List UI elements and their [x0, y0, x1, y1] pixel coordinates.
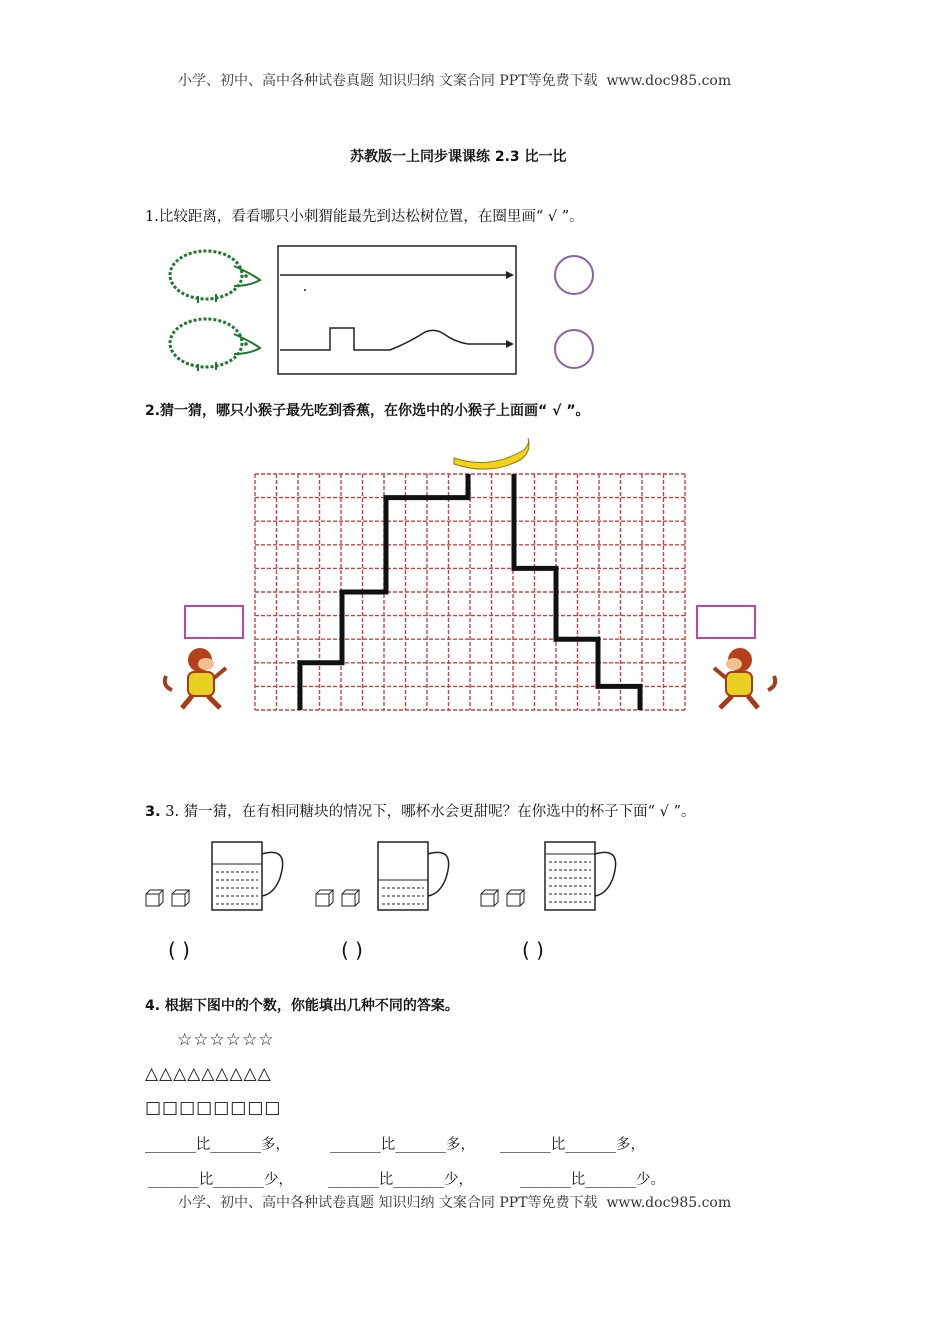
question-3-body: 3. 猜一猜，在有相同糖块的情况下，哪杯水会更甜呢？在你选中的杯子下面“ √ ”。 — [165, 804, 696, 820]
answer-circle-2[interactable] — [554, 329, 594, 369]
sugar-cube-icon — [172, 890, 189, 906]
question-4-text: 4. 根据下图中的个数，你能填出几种不同的答案。 — [145, 998, 459, 1014]
triangles-row: △△△△△△△△△ — [145, 1064, 272, 1084]
water-cup — [378, 842, 428, 910]
answer-box-left[interactable] — [185, 606, 243, 638]
arrow-right-icon — [506, 340, 514, 348]
footer-site: www.doc985.com — [606, 1195, 732, 1211]
answer-box-right[interactable] — [697, 606, 755, 638]
header-site: www.doc985.com — [606, 73, 732, 89]
question-2-figure — [150, 430, 790, 720]
question-3-figure — [140, 836, 640, 916]
fill-blank-less-1[interactable]: _______比_______少， — [148, 1172, 293, 1188]
page-header — [178, 70, 731, 90]
footer-text: 小学、初中、高中各种试卷真题 知识归纳 文案合同 PPT等免费下载 — [178, 1195, 598, 1211]
page-title: 苏教版一上同步课课练 2.3 比一比 — [350, 149, 567, 165]
answer-paren-3[interactable]: ( ) — [522, 938, 544, 962]
hedgehog-icon — [170, 251, 260, 303]
page-footer — [178, 1192, 731, 1212]
fill-blank-less-3[interactable]: _______比_______少。 — [520, 1172, 665, 1188]
question-1-text: 1.比较距离，看看哪只小刺猬能最先到达松树位置，在圈里画“ √ ”。 — [145, 209, 584, 225]
answer-paren-1[interactable]: ( ) — [168, 938, 190, 962]
cup-group-1 — [146, 842, 283, 910]
cup-group-3 — [481, 842, 616, 910]
question-3-text: 3. 3. 猜一猜，在有相同糖块的情况下，哪杯水会更甜呢？在你选中的杯子下面“ √ ”。 — [145, 804, 696, 820]
stars-row: ☆☆☆☆☆☆ — [177, 1030, 275, 1050]
fill-blank-less-2[interactable]: _______比_______少， — [328, 1172, 473, 1188]
water-cup — [545, 842, 595, 910]
sugar-cube-icon — [507, 890, 524, 906]
answer-paren-2[interactable]: ( ) — [341, 938, 363, 962]
hedgehog-icon — [170, 319, 260, 371]
sugar-cube-icon — [342, 890, 359, 906]
sugar-cube-icon — [316, 890, 333, 906]
sugar-cube-icon — [146, 890, 163, 906]
cup-group-2 — [316, 842, 449, 910]
fill-blank-more-2[interactable]: _______比_______多， — [330, 1137, 475, 1153]
fill-blank-more-1[interactable]: _______比_______多， — [145, 1137, 290, 1153]
water-cup — [212, 842, 262, 910]
dashed-grid — [255, 474, 685, 710]
question-2-text: 2.猜一猜，哪只小猴子最先吃到香蕉，在你选中的小猴子上面画“ √ ”。 — [145, 403, 590, 419]
fill-blank-more-3[interactable]: _______比_______多， — [500, 1137, 645, 1153]
arrow-right-icon — [506, 271, 514, 279]
header-text: 小学、初中、高中各种试卷真题 知识归纳 文案合同 PPT等免费下载 — [178, 73, 598, 89]
sugar-cube-icon — [481, 890, 498, 906]
question-1-figure — [150, 238, 620, 378]
answer-circle-1[interactable] — [554, 255, 594, 295]
monkey-icon — [714, 648, 775, 708]
monkey-icon — [165, 648, 226, 708]
path-box — [278, 246, 516, 374]
squares-row: □□□□□□□□ — [145, 1098, 282, 1118]
banana-icon — [454, 438, 529, 469]
